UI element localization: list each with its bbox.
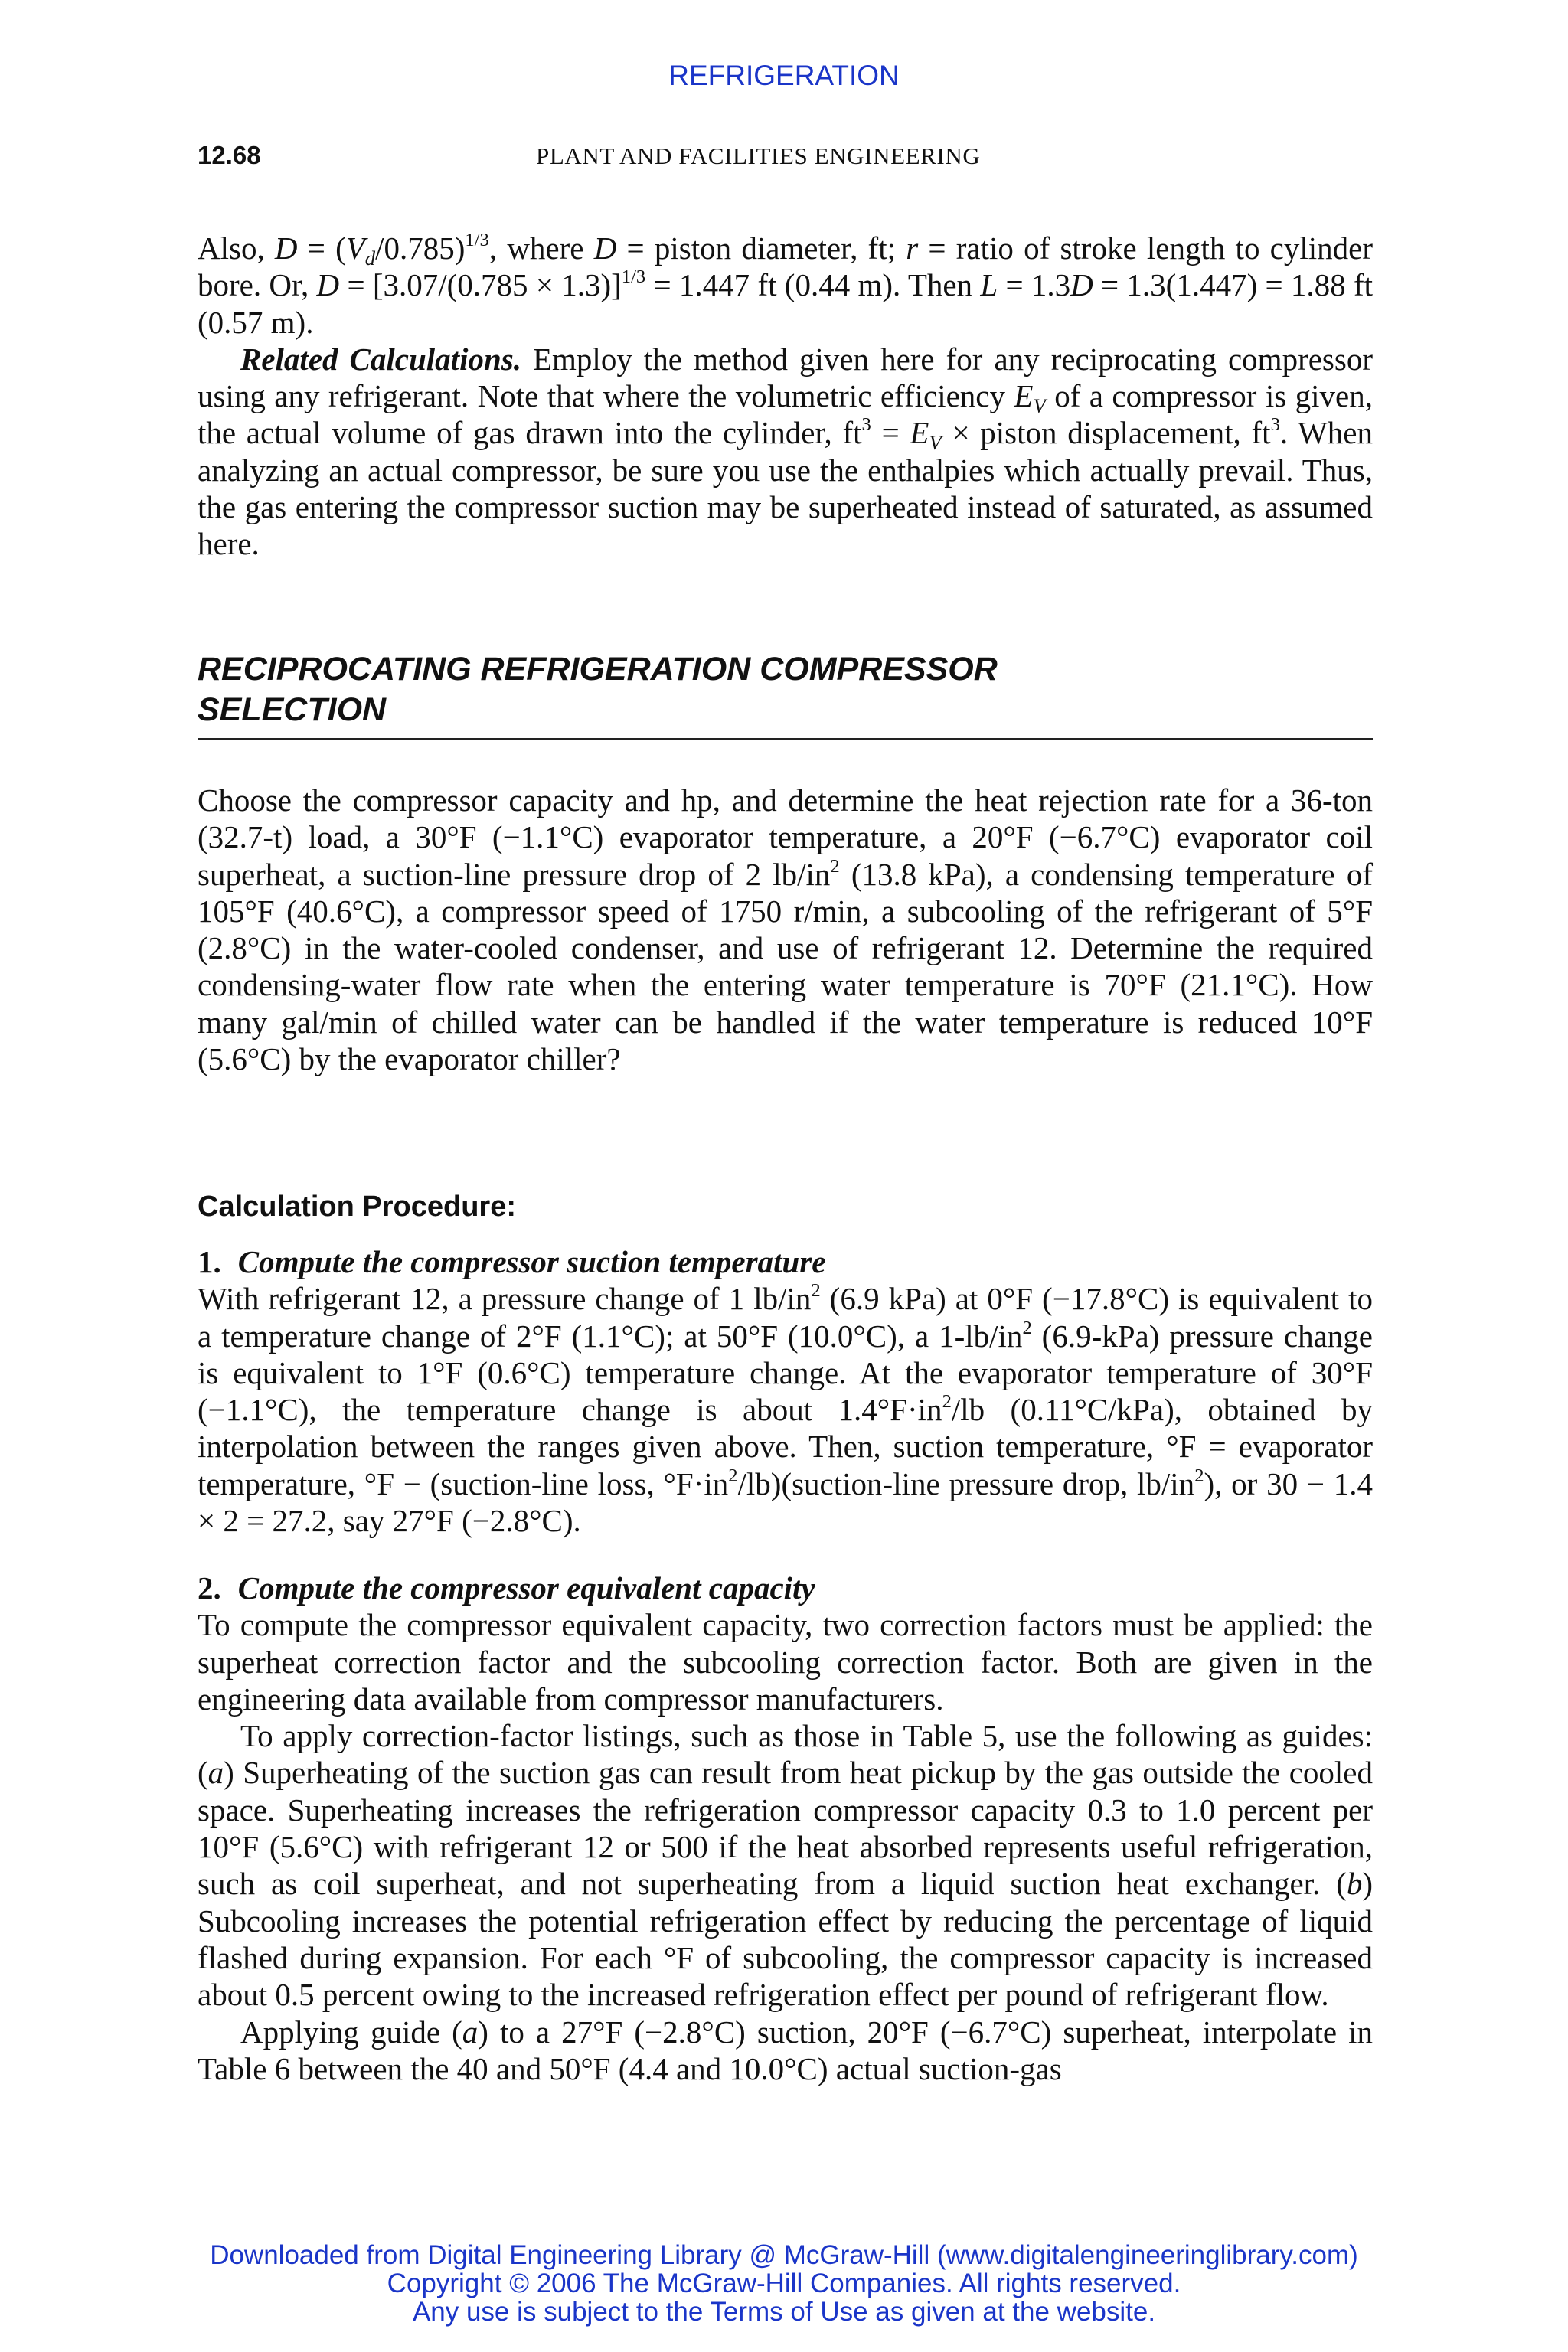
section-title: [198, 649, 1373, 740]
intro-paragraph: Also, $D = (V_d/0.785)^{1/3}$, where D = piston diameter, ft; r = ratio of stroke length to cylinder bore. Or, $D = [3.07/(0.785 \times 1.3)]^{1/3} = 1.447$ ft (0.44 m). Then L = 1.3D = 1.3(1.447) = 1.88 ft (0.57 m).: [198, 229, 1373, 340]
footer-terms: Any use is subject to the Terms of Use as given at the website.: [412, 2297, 1156, 2327]
step-2-paragraph-2: To apply correction-factor listings, such as those in Table 5, use the following as guides: (a) Superheating of the suction gas can result from heat pickup by the gas outside the cooled space. Superheating increases the refrigeration compressor capacity 0.3 to 1.0 percent per 10°F (5.6°C) with refrigerant 12 or 500 if the heat absorbed represents useful refrigeration, such as coil superheat, and not superheating from a liquid suction heat exchanger. (b) Subcooling increases the potential refrigeration effect by reducing the percentage of liquid flashed during expansion. For each °F of subcooling, the compressor capacity is increased about 0.5 percent owing to the increased refrigeration effect per pound of refrigerant flow.: [198, 1718, 1373, 2013]
download-footer: [0, 2241, 1568, 2326]
related-calculations-text: Employ the method given here for any reciprocating compressor using any refrigerant. Note that where the volumetric efficiency $E_V$ of a compressor is given, the actual volume of gas drawn into the cylinder, $ft^3 = E_V$ × piston displacement, $ft^3$. When analyzing an actual compressor, be sure you use the enthalpies which actually prevail. Thus, the gas entering the compressor suction may be superheated instead of saturated, as assumed here.: [198, 341, 1373, 562]
related-calculations-label: Related Calculations.: [240, 341, 521, 377]
step-2: [198, 1570, 1373, 2087]
problem-paragraph: Choose the compressor capacity and hp, and determine the heat rejection rate for a 36-ton (32.7-t) load, a 30°F (−1.1°C) evaporator temperature, a 20°F (−6.7°C) evaporator coil superheat, a suction-line pressure drop of 2 $lb/in^2$ (13.8 kPa), a condensing temperature of 105°F (40.6°C), a compressor speed of 1750 r/min, a subcooling of the refrigerant of 5°F (2.8°C) in the water-cooled condenser, and use of refrigerant 12. Determine the required condensing-water flow rate when the entering water temperature is 70°F (21.1°C). How many gal/min of chilled water can be handled if the water temperature is reduced 10°F (5.6°C) by the evaporator chiller?: [198, 782, 1374, 1077]
step-1-heading: Compute the compressor suction temperature: [237, 1244, 826, 1279]
intro-text: [198, 230, 1373, 563]
running-head: PLANT AND FACILITIES ENGINEERING: [536, 142, 981, 169]
section-title-line1: RECIPROCATING REFRIGERATION COMPRESSOR: [198, 651, 998, 688]
step-1-text: With refrigerant 12, a pressure change of 1 $lb/in^2$ (6.9 kPa) at 0°F (−17.8°C) is equivalent to a temperature change of 2°F (1.1°C); at 50°F (10.0°C), a $1-lb/in^2$ (6.9-kPa) pressure change is equivalent to 1°F (0.6°C) temperature change. At the evaporator temperature of 30°F (−1.1°C), the temperature change is about $1.4^\circ F\cdot in^2/lb$ (0.11°C/kPa), obtained by interpolation between the ranges given above. Then, suction temperature, °F = evaporator temperature, °F − (suction-line loss, $^\circ F\cdot in^2/lb)(suction$-line pressure drop, $lb/in^2$), or 30 − 1.4 × 2 = 27.2, say 27°F (−2.8°C).: [198, 1280, 1373, 1539]
step-2-paragraph-3: Applying guide (a) to a 27°F (−2.8°C) suction, 20°F (−6.7°C) superheat, interpolate in Table 6 between the 40 and 50°F (4.4 and 10.0°C) actual suction-gas: [198, 2014, 1373, 2086]
step-1-number: 1.: [198, 1244, 221, 1279]
chapter-banner: REFRIGERATION: [668, 60, 900, 91]
section-title-line2: SELECTION: [198, 691, 387, 728]
step-1-title: [198, 1243, 1373, 1280]
step-2-title: [198, 1570, 1373, 1606]
problem-statement: [198, 782, 1373, 1077]
calculation-procedure-heading: Calculation Procedure:: [198, 1191, 516, 1223]
footer-download-link[interactable]: Downloaded from Digital Engineering Library @ McGraw-Hill (www.digitalengineeringlibrary.com): [210, 2240, 1358, 2270]
page-number: 12.68: [198, 141, 261, 169]
related-calculations-paragraph: [198, 341, 1373, 563]
footer-copyright: Copyright © 2006 The McGraw-Hill Companies. All rights reserved.: [387, 2269, 1181, 2298]
step-2-heading: Compute the compressor equivalent capacity: [237, 1570, 815, 1606]
step-2-number: 2.: [198, 1570, 221, 1606]
step-2-paragraph-1: To compute the compressor equivalent capacity, two correction factors must be applied: the superheat correction factor and the subcooling correction factor. Both are given in the engineering data available from compressor manufacturers.: [198, 1607, 1373, 1717]
step-1: [198, 1243, 1373, 1539]
